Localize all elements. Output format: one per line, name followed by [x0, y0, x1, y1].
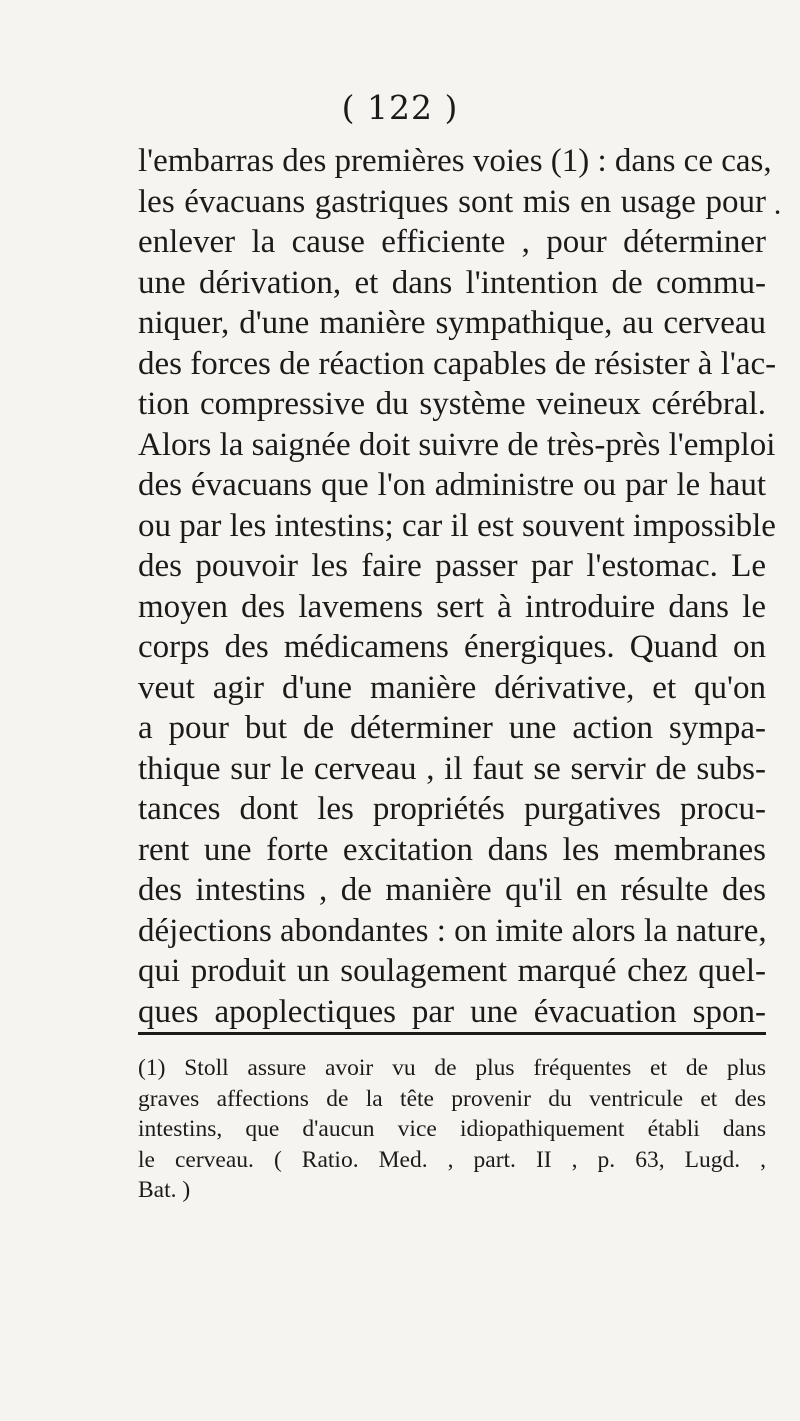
body-line: ques apoplectiques par une évacuation spon- [138, 993, 766, 1030]
body-line: des pouvoir les faire passer par l'estomac. Le [138, 548, 766, 584]
footnote-line: graves affections de la tête provenir du ventricule et des [138, 1085, 766, 1112]
body-line: tion compressive du système veineux cérébral. [138, 386, 766, 422]
body-line: corps des médicamens énergiques. Quand on [138, 629, 766, 665]
body-line: rent une forte excitation dans les membranes [138, 831, 766, 868]
body-line: une dérivation, et dans l'intention de commu- [138, 264, 766, 301]
body-line: ou par les intestins; car il est souvent impossible [138, 507, 776, 544]
body-line: qui produit un soulagement marqué chez quel- [138, 953, 766, 989]
body-line: niquer, d'une manière sympathique, au cerveau [138, 305, 766, 341]
footnote-line: intestins, que d'aucun vice idiopathiquement établi dans [138, 1116, 766, 1142]
body-line: l'embarras des premières voies (1) : dans ce cas, [138, 143, 772, 179]
body-text [138, 141, 777, 1032]
body-line: veut agir d'une manière dérivative, et qu'on [138, 669, 766, 706]
footnote-line: Bat. ) [138, 1177, 191, 1203]
margin-mark: • [774, 206, 782, 220]
body-line: déjections abondantes : on imite alors la nature, [138, 912, 767, 949]
footnote-line: (1) Stoll assure avoir vu de plus fréquentes et de plus [138, 1055, 766, 1081]
footnote-line: le cerveau. ( Ratio. Med. , part. II , p. 63, Lugd. , [138, 1146, 766, 1173]
footnote [138, 1053, 766, 1206]
body-line: tances dont les propriétés purgatives procu- [138, 791, 766, 827]
footnote-rule [138, 1032, 766, 1035]
body-line: les évacuans gastriques sont mis en usage pour [138, 183, 766, 220]
body-line: a pour but de déterminer une action sympa- [138, 710, 766, 746]
body-line: des intestins , de manière qu'il en résulte des [138, 872, 766, 908]
body-line: thique sur le cerveau , il faut se servir de subs- [138, 750, 766, 787]
body-line: des évacuans que l'on administre ou par le haut [138, 467, 766, 503]
body-line: enlever la cause efficiente , pour déterminer [138, 224, 766, 260]
body-line: des forces de réaction capables de résister à l'ac- [138, 345, 777, 382]
body-line: moyen des lavemens sert à introduire dans le [138, 588, 766, 625]
body-line: Alors la saignée doit suivre de très-près l'emploi [138, 426, 776, 463]
page-number: ( 122 ) [341, 88, 459, 127]
